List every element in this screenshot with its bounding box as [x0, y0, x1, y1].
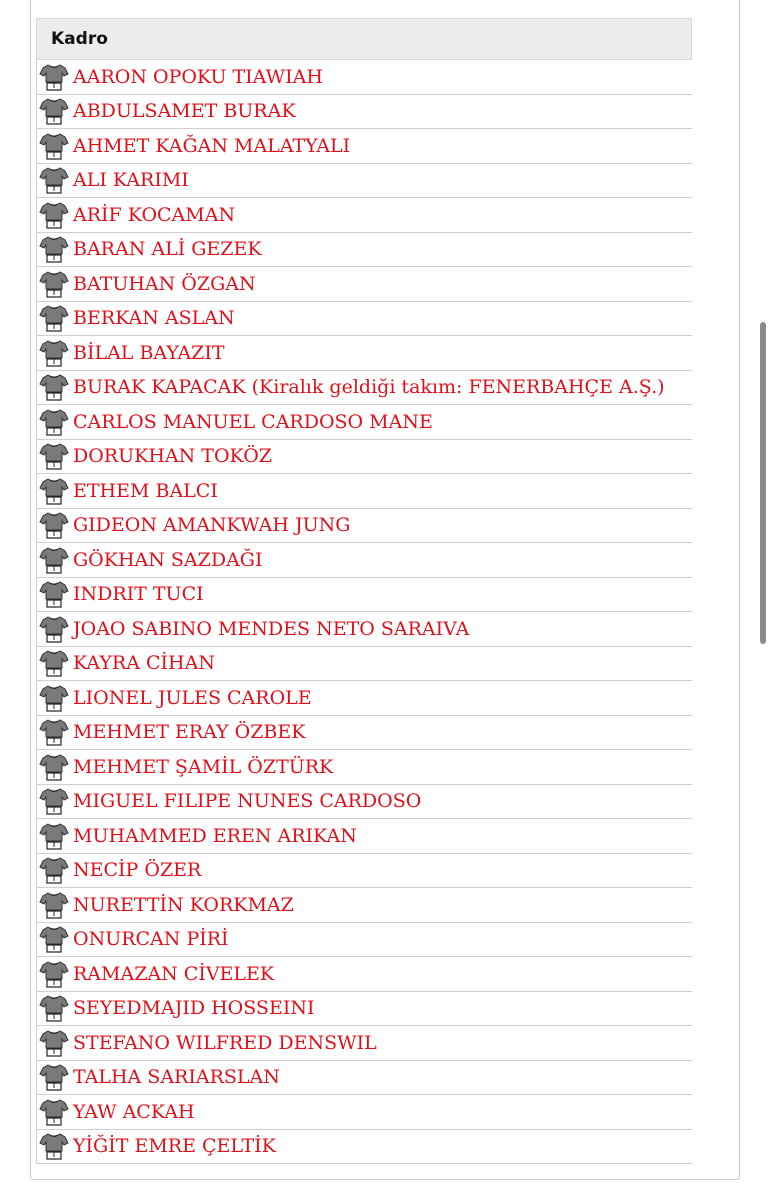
jersey-icon	[39, 786, 69, 816]
player-row	[36, 267, 692, 302]
player-row	[36, 854, 692, 889]
player-row	[36, 302, 692, 337]
jersey-icon	[39, 269, 69, 299]
player-row	[36, 785, 692, 820]
player-row	[36, 681, 692, 716]
player-name-link[interactable]: ARİF KOCAMAN	[73, 203, 236, 226]
jersey-icon	[39, 510, 69, 540]
player-name-link[interactable]: RAMAZAN CİVELEK	[73, 962, 275, 985]
jersey-icon	[39, 924, 69, 954]
jersey-icon	[39, 1028, 69, 1058]
player-row	[36, 647, 692, 682]
player-name-link[interactable]: ABDULSAMET BURAK	[73, 100, 296, 123]
player-name-link[interactable]: AHMET KAĞAN MALATYALI	[73, 134, 351, 157]
jersey-icon	[39, 200, 69, 230]
player-name-link[interactable]: YİĞİT EMRE ÇELTİK	[73, 1135, 276, 1158]
jersey-icon	[39, 821, 69, 851]
player-row	[36, 543, 692, 578]
player-name-link[interactable]: BARAN ALİ GEZEK	[73, 238, 262, 261]
jersey-icon	[39, 648, 69, 678]
panel-header	[36, 18, 692, 60]
player-name-link[interactable]: MEHMET ŞAMİL ÖZTÜRK	[73, 755, 334, 778]
player-name-link[interactable]: SEYEDMAJID HOSSEINI	[73, 997, 315, 1020]
player-row	[36, 405, 692, 440]
jersey-icon	[39, 959, 69, 989]
jersey-icon	[39, 131, 69, 161]
jersey-icon	[39, 338, 69, 368]
jersey-icon	[39, 855, 69, 885]
player-row	[36, 233, 692, 268]
player-row	[36, 750, 692, 785]
jersey-icon	[39, 165, 69, 195]
player-row	[36, 1061, 692, 1096]
jersey-icon	[39, 579, 69, 609]
player-name-link[interactable]: KAYRA CİHAN	[73, 652, 215, 675]
jersey-icon	[39, 683, 69, 713]
player-name-link[interactable]: BATUHAN ÖZGAN	[73, 272, 256, 295]
jersey-icon	[39, 1097, 69, 1127]
player-name-link[interactable]: MUHAMMED EREN ARIKAN	[73, 824, 357, 847]
player-row	[36, 371, 692, 406]
player-row	[36, 474, 692, 509]
player-row	[36, 716, 692, 751]
player-name-link[interactable]: GIDEON AMANKWAH JUNG	[73, 514, 351, 537]
player-name-link[interactable]: TALHA SARIARSLAN	[73, 1066, 280, 1089]
player-name-link[interactable]: DORUKHAN TOKÖZ	[73, 445, 272, 468]
jersey-icon	[39, 717, 69, 747]
jersey-icon	[39, 62, 69, 92]
squad-panel	[36, 18, 692, 1164]
jersey-icon	[39, 614, 69, 644]
player-name-link[interactable]: STEFANO WILFRED DENSWIL	[73, 1031, 377, 1054]
player-row	[36, 336, 692, 371]
player-name-link[interactable]: LIONEL JULES CAROLE	[73, 686, 312, 709]
player-row	[36, 957, 692, 992]
panel-title: Kadro	[51, 29, 108, 49]
player-row	[36, 440, 692, 475]
player-name-link[interactable]: ALI KARIMI	[73, 169, 189, 192]
scrollbar[interactable]	[760, 322, 766, 644]
player-name-link[interactable]: JOAO SABINO MENDES NETO SARAIVA	[73, 617, 470, 640]
player-list	[36, 60, 692, 1164]
jersey-icon	[39, 441, 69, 471]
player-name-link[interactable]: YAW ACKAH	[73, 1100, 195, 1123]
player-name-link[interactable]: ONURCAN PİRİ	[73, 928, 229, 951]
player-row	[36, 992, 692, 1027]
player-name-link[interactable]: NURETTİN KORKMAZ	[73, 893, 294, 916]
player-row	[36, 198, 692, 233]
player-row	[36, 1026, 692, 1061]
player-row	[36, 888, 692, 923]
player-name-link[interactable]: BİLAL BAYAZIT	[73, 341, 225, 364]
player-row	[36, 60, 692, 95]
player-name-link[interactable]: GÖKHAN SAZDAĞI	[73, 548, 263, 571]
player-row	[36, 95, 692, 130]
jersey-icon	[39, 752, 69, 782]
player-name-link[interactable]: NECİP ÖZER	[73, 859, 202, 882]
jersey-icon	[39, 303, 69, 333]
jersey-icon	[39, 407, 69, 437]
player-row	[36, 819, 692, 854]
player-name-link[interactable]: AARON OPOKU TIAWIAH	[73, 65, 323, 88]
player-name-link[interactable]: BERKAN ASLAN	[73, 307, 235, 330]
player-row	[36, 1095, 692, 1130]
player-row	[36, 923, 692, 958]
jersey-icon	[39, 1131, 69, 1161]
player-row	[36, 1130, 692, 1165]
player-name-link[interactable]: CARLOS MANUEL CARDOSO MANE	[73, 410, 433, 433]
player-name-link[interactable]: INDRIT TUCI	[73, 583, 204, 606]
player-name-link[interactable]: ETHEM BALCI	[73, 479, 218, 502]
player-row	[36, 164, 692, 199]
player-row	[36, 509, 692, 544]
player-row	[36, 612, 692, 647]
player-name-link[interactable]: BURAK KAPACAK (Kiralık geldiği takım: FENERBAHÇE A.Ş.)	[73, 376, 665, 399]
player-row	[36, 578, 692, 613]
jersey-icon	[39, 372, 69, 402]
jersey-icon	[39, 993, 69, 1023]
player-name-link[interactable]: MIGUEL FILIPE NUNES CARDOSO	[73, 790, 422, 813]
jersey-icon	[39, 545, 69, 575]
jersey-icon	[39, 1062, 69, 1092]
jersey-icon	[39, 476, 69, 506]
player-name-link[interactable]: MEHMET ERAY ÖZBEK	[73, 721, 306, 744]
jersey-icon	[39, 890, 69, 920]
player-row	[36, 129, 692, 164]
jersey-icon	[39, 96, 69, 126]
jersey-icon	[39, 234, 69, 264]
